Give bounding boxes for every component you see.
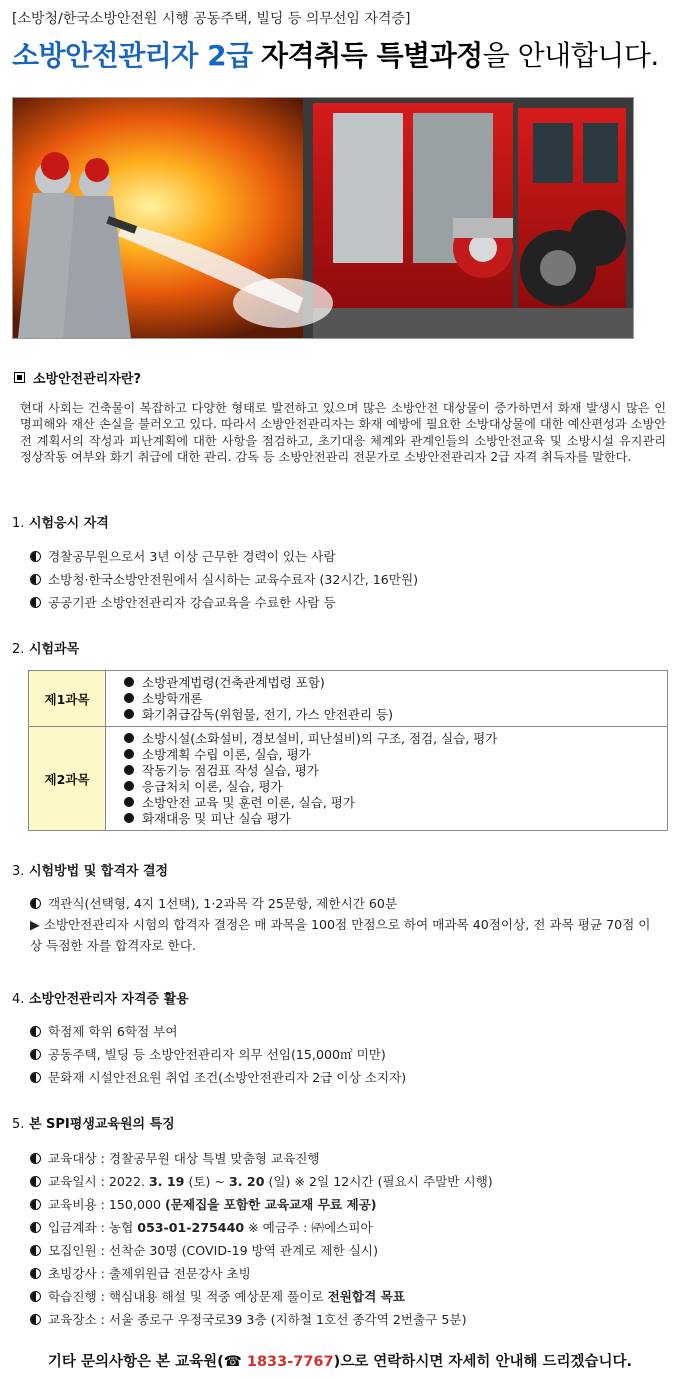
- section-5-heading: 5. 본 SPI평생교육원의 특징: [12, 1117, 175, 1132]
- feature-date: 교육일시 : 2022. 3. 19 (토) ~ 3. 20 (일) ※ 2일 12시간 (필요시 주말반 시행): [30, 1171, 493, 1190]
- subject-1-head: 제1과목: [29, 671, 106, 727]
- half-circle-bullet-icon: [30, 1049, 41, 1060]
- half-circle-bullet-icon: [30, 1026, 41, 1037]
- section-3-heading: 3. 시험방법 및 합격자 결정: [12, 864, 169, 879]
- subject-1-items: 소방관계법령(건축관계법령 포함) 소방학개론 화기취급감독(위험물, 전기, 가스 안전관리 등): [106, 671, 668, 727]
- half-circle-bullet-icon: [30, 1291, 41, 1302]
- bullet-dot-icon: [124, 709, 134, 719]
- intro-heading: 소방안전관리자란?: [14, 368, 141, 387]
- bullet-dot-icon: [124, 733, 134, 743]
- bullet-dot-icon: [124, 693, 134, 703]
- bullet-dot-icon: [124, 749, 134, 759]
- feature-progress: 학습진행 : 핵심내용 해설 및 적중 예상문제 풀이로 전원합격 목표: [30, 1286, 405, 1305]
- contact-footer: 기타 문의사항은 본 교육원(☎ 1833-7767)으로 연락하시면 자세히 안내해 드리겠습니다.: [47, 1354, 633, 1370]
- intro-text: 현대 사회는 건축물이 복잡하고 다양한 형태로 발전하고 있으며 많은 소방안전 대상물이 증가하면서 화재 발생시 많은 인명피해와 재산 손실을 불러오고 있다. 따라서 소방안전관리자는 화재 예방에 필요한 소방대상물에 대한 예산편성과 소방안전 계획서의 작성과 피난계획에 대한 사항을 점검하고, 초기대응 체계와 관계인들의 소방안전교육 및 소방시설 유지관리 정상작동 여부와 화기 취급에 대한 관리. 감독 등 소방안전관리 전문가로 소방안전관리자 2급 자격 취득자를 말한다.: [20, 401, 666, 465]
- pass-criteria-note: ▶ 소방안전관리자 시험의 합격자 결정은 매 과목을 100점 만점으로 하여 매과목 40점이상, 전 과목 평균 70점 이상 득점한 자를 합격자로 한다.: [30, 917, 651, 953]
- feature-recruit: 모집인원 : 선착순 30명 (COVID-19 방역 관계로 제한 실시): [30, 1240, 378, 1259]
- table-row: [29, 727, 668, 831]
- half-circle-bullet-icon: [30, 1245, 41, 1256]
- half-circle-bullet-icon: [30, 1072, 41, 1083]
- title-part-suffix: 을 안내합니다.: [482, 39, 659, 72]
- half-circle-bullet-icon: [30, 1176, 41, 1187]
- square-bullet-icon: [14, 372, 25, 383]
- subjects-table: [28, 670, 668, 831]
- section-1-heading: 1. 시험응시 자격: [12, 516, 109, 531]
- list-item: 소방청·한국소방안전원에서 실시하는 교육수료자 (32시간, 16만원): [30, 569, 418, 588]
- list-item: 학점제 학위 6학점 부여: [30, 1021, 178, 1040]
- feature-target: 교육대상 : 경찰공무원 대상 특별 맞춤형 교육진행: [30, 1148, 320, 1167]
- section-2-heading: 2. 시험과목: [12, 642, 80, 657]
- title-part-course-type: 자격취득 특별과정: [261, 39, 483, 72]
- top-note: [소방청/한국소방안전원 시행 공동주택, 빌딩 등 의무선임 자격증]: [12, 11, 411, 27]
- bullet-dot-icon: [124, 677, 134, 687]
- half-circle-bullet-icon: [30, 597, 41, 608]
- half-circle-bullet-icon: [30, 1153, 41, 1164]
- half-circle-bullet-icon: [30, 898, 41, 909]
- bullet-dot-icon: [124, 765, 134, 775]
- subject-2-items: 소방시설(소화설비, 경보설비, 피난설비)의 구조, 점검, 실습, 평가 소방계획 수립 이론, 실습, 평가 작동기능 점검표 작성 실습, 평가 응급처치 이론, 실습, 평가 소방안전 교육 및 훈련 이론, 실습, 평가 화재대응 및 피난 실습 평가: [106, 727, 668, 831]
- hero-image-firefighters: [12, 97, 634, 339]
- list-item: 공공기관 소방안전관리자 강습교육을 수료한 사람 등: [30, 592, 336, 611]
- half-circle-bullet-icon: [30, 1268, 41, 1279]
- feature-account: 입금계좌 : 농협 053-01-275440 ※ 예금주 : ㈜에스피아: [30, 1217, 373, 1236]
- list-item: 객관식(선택형, 4지 1선택), 1·2과목 각 25문항, 제한시간 60분: [30, 893, 397, 912]
- half-circle-bullet-icon: [30, 551, 41, 562]
- subject-2-head: 제2과목: [29, 727, 106, 831]
- section-4-heading: 4. 소방안전관리자 자격증 활용: [12, 992, 189, 1007]
- half-circle-bullet-icon: [30, 1222, 41, 1233]
- bullet-dot-icon: [124, 813, 134, 823]
- title-part-course-level: 소방안전관리자 2급: [12, 39, 253, 72]
- half-circle-bullet-icon: [30, 574, 41, 585]
- list-item: 공동주택, 빌딩 등 소방안전관리자 의무 선임(15,000㎡ 미만): [30, 1044, 386, 1063]
- bullet-dot-icon: [124, 781, 134, 791]
- phone-number[interactable]: 1833-7767: [246, 1354, 334, 1370]
- half-circle-bullet-icon: [30, 1314, 41, 1325]
- feature-cost: 교육비용 : 150,000 (문제집을 포함한 교육교재 무료 제공): [30, 1194, 377, 1213]
- feature-place: 교육장소 : 서울 종로구 우정국로39 3층 (지하철 1호선 종각역 2번출구 5분): [30, 1309, 466, 1328]
- feature-instructor: 초빙강사 : 출제위원급 전문강사 초빙: [30, 1263, 251, 1282]
- page-title: [12, 34, 659, 74]
- table-row: [29, 671, 668, 727]
- bullet-dot-icon: [124, 797, 134, 807]
- half-circle-bullet-icon: [30, 1199, 41, 1210]
- list-item: 문화재 시설안전요원 취업 조건(소방안전관리자 2급 이상 소지자): [30, 1067, 406, 1086]
- list-item: 경찰공무원으로서 3년 이상 근무한 경력이 있는 사람: [30, 546, 336, 565]
